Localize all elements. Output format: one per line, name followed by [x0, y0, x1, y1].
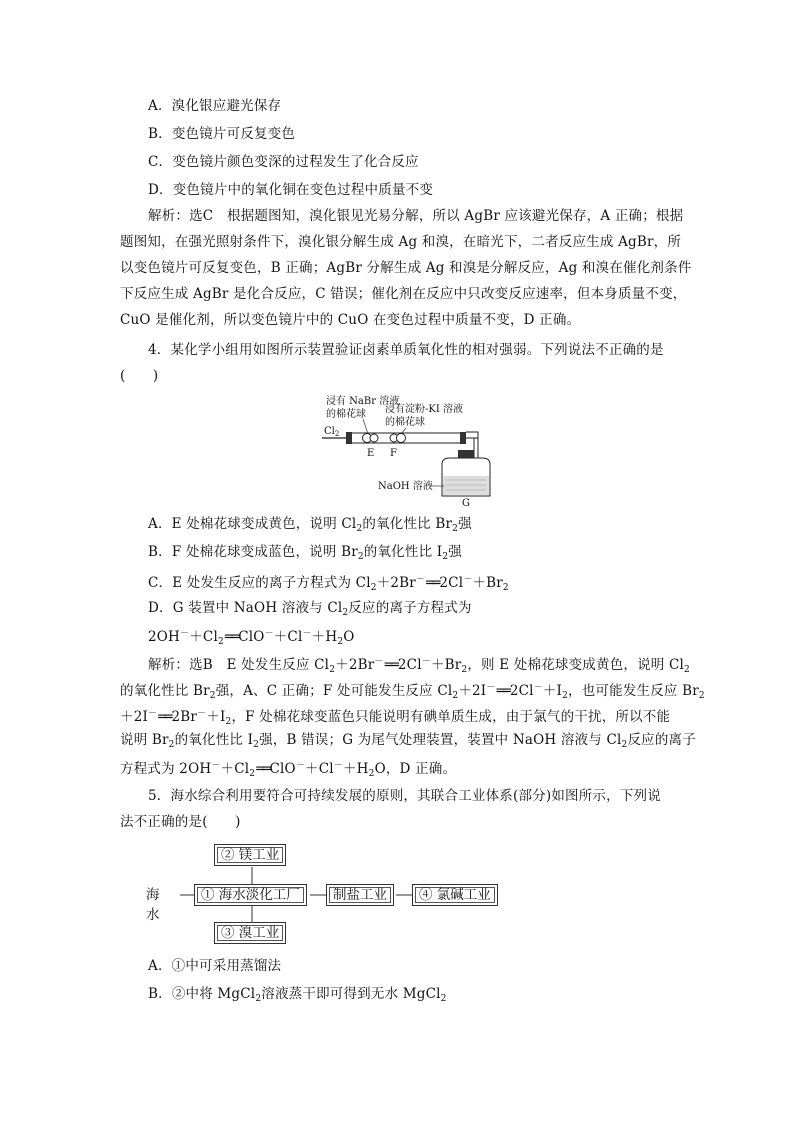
label-f: F [390, 448, 397, 459]
box-desalination-plant: ① 海水淡化工厂 [194, 884, 307, 906]
q4-option-d-equation: $2OH^-+Cl_2══ClO^-+Cl^-+H_2O$ [148, 629, 355, 647]
q3-analysis-line-3: 以变色镜片可反复变色，B 正确；AgBr 分解生成 Ag 和溴是分解反应，Ag 和溴在催化剂条件 [120, 260, 692, 276]
label-ki-line1: 浸有淀粉-KI 溶液 [385, 404, 463, 415]
q4-option-d: D．G 装置中 NaOH 溶液与 $Cl_2$反应的离子方程式为 [148, 600, 472, 618]
q3-option-b: B．变色镜片可反复变色 [148, 126, 296, 142]
label-nabr-line1: 浸有 NaBr 溶液 [326, 396, 400, 407]
q4-option-c: C．E 处发生反应的离子方程式为 $Cl_2+2Br^-══2Cl^-+Br_2$ [148, 575, 509, 593]
q4-apparatus-figure [318, 392, 518, 507]
q4-analysis-line-3: $+2I^-══2Br^-+I_2$，F 处棉花球变蓝色只能说明有碘单质生成，由于氯气的干扰，所以不能 [120, 709, 671, 727]
box-salt-industry: 制盐工业 [326, 884, 394, 906]
box-bromine-industry: ③ 溴工业 [214, 922, 286, 944]
q5-option-a: A．①中可采用蒸馏法 [148, 958, 282, 974]
q3-option-c: C．变色镜片颜色变深的过程发生了化合反应 [148, 154, 419, 170]
q3-option-d: D．变色镜片中的氧化铜在变色过程中质量不变 [148, 182, 434, 198]
label-cl2: $Cl_2$ [324, 426, 340, 438]
label-e: E [367, 448, 375, 459]
box-magnesium-industry: ② 镁工业 [214, 844, 286, 866]
q4-option-a: A．E 处棉花球变成黄色，说明 $Cl_2$的氧化性比 $Br_2$强 [148, 516, 472, 534]
q3-analysis-line-2: 题图知，在强光照射条件下，溴化银分解生成 Ag 和溴，在暗光下，二者反应生成 AgBr，所 [120, 234, 682, 250]
q3-analysis-line-1: 解析：选C 根据题图知，溴化银见光易分解，所以 AgBr 应该避光保存，A 正确；根据 [148, 208, 684, 224]
q4-stem: 4．某化学小组用如图所示装置验证卤素单质氧化性的相对强弱。下列说法不正确的是 [148, 342, 664, 358]
q3-analysis-line-5: CuO 是催化剂，所以变色镜片中的 CuO 在变色过程中质量不变，D 正确。 [120, 312, 581, 328]
q4-option-b: B．F 处棉花球变成蓝色，说明 $Br_2$的氧化性比 $I_2$强 [148, 544, 462, 562]
q4-analysis-line-4: 说明 $Br_2$的氧化性比 $I_2$强，B 错误；G 为尾气处理装置，装置中 NaOH 溶液与 $Cl_2$反应的离子 [120, 732, 696, 750]
label-ki-line2: 的棉花球 [385, 417, 425, 428]
q3-analysis-line-4: 下反应生成 AgBr 是化合反应，C 错误；催化剂在反应中只改变反应速率，但本身质量不变， [120, 286, 687, 302]
q5-stem-line-2: 法不正确的是( ) [120, 814, 241, 830]
q5-option-b: B．②中将 MgCl$_2$溶液蒸干即可得到无水 MgCl$_2$ [148, 986, 447, 1004]
q3-option-a: A．溴化银应避光保存 [148, 98, 282, 114]
q4-analysis-line-5: 方程式为 $2OH^-+Cl_2══ClO^-+Cl^-+H_2O$，D 正确。 [120, 761, 457, 779]
label-g: G [462, 498, 470, 507]
seawater-label: 海水 [146, 887, 160, 923]
label-nabr-line2: 的棉花球 [326, 409, 366, 420]
q4-analysis-line-2: 的氧化性比 $Br_2$强，A、C 正确；F 处可能发生反应 $Cl_2+2I^-══2Cl^-+I_2$，也可能发生反应 $Br_2$ [120, 683, 705, 701]
q4-answer-paren: ( ) [120, 368, 159, 384]
q5-stem-line-1: 5．海水综合利用要符合可持续发展的原则，其联合工业体系(部分)如图所示，下列说 [148, 788, 661, 804]
box-chlor-alkali-industry: ④ 氯碱工业 [412, 884, 498, 906]
label-naoh: NaOH 溶液 [378, 481, 433, 492]
q4-analysis-line-1: 解析：选B E 处发生反应 $Cl_2+2Br^-══2Cl^-+Br_2$，则 E 处棉花球变成黄色，说明 $Cl_2$ [148, 657, 690, 675]
